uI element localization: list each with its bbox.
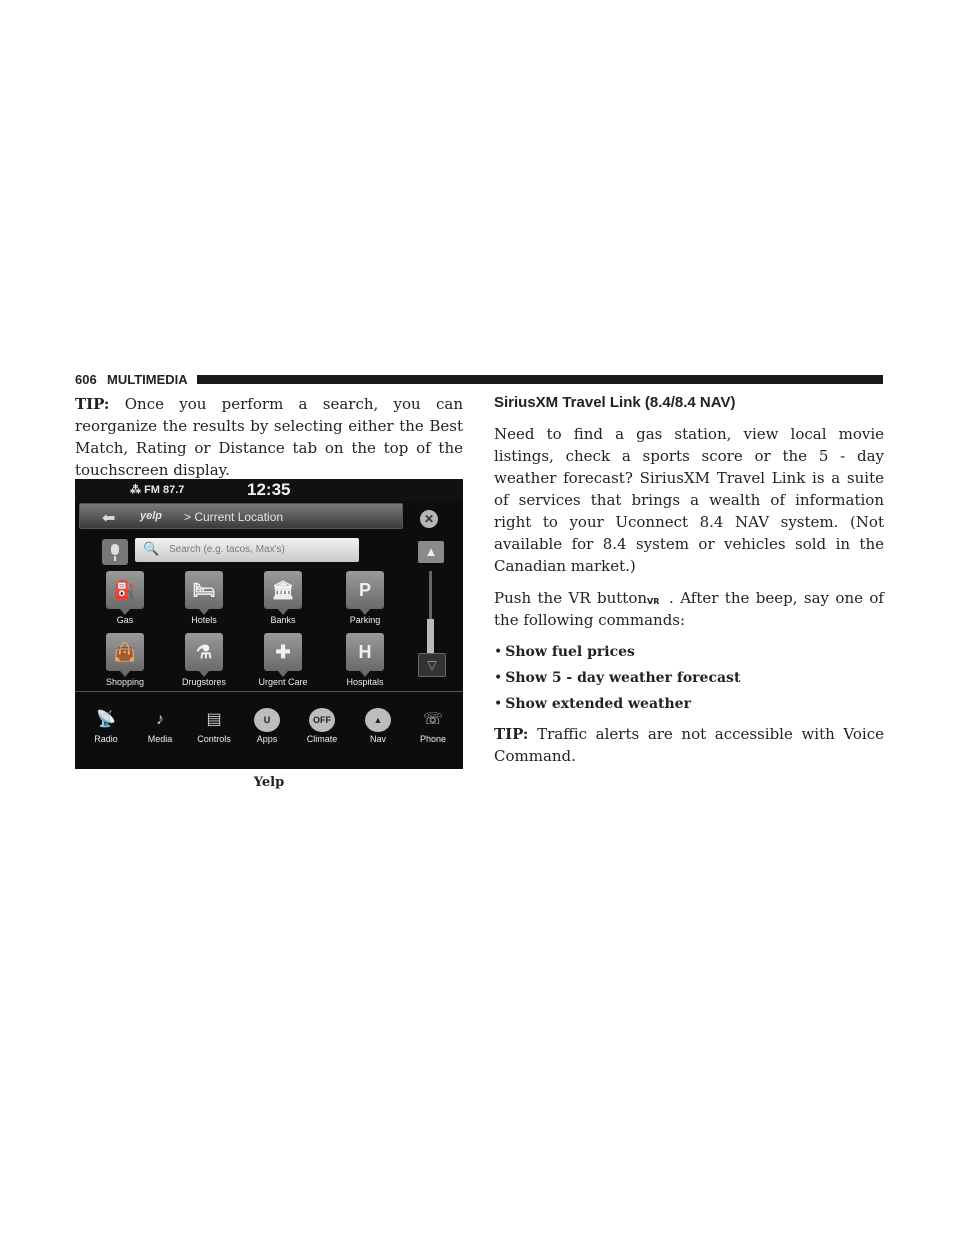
category-label: Gas [116,615,134,625]
list-item: • Show extended weather [494,696,691,712]
parking-icon: P [346,571,384,609]
category-label: Shopping [105,677,145,687]
page-header [75,372,883,388]
figure-caption: Yelp [253,775,285,790]
bank-icon: 🏛 [264,571,302,609]
category-shopping[interactable] [90,633,160,687]
scroll-up-button[interactable]: ▲ [418,541,444,563]
category-urgent-care[interactable] [248,633,318,687]
controls-icon: ▤ [206,711,222,728]
category-label: Drugstores [181,677,226,687]
back-arrow-icon[interactable]: ⬅ [102,510,116,527]
search-input[interactable] [135,538,359,562]
category-drugstores[interactable] [169,633,239,687]
dock-label: Apps [256,734,278,744]
dock-nav[interactable] [355,708,401,744]
shopping-bag-icon: 👜 [106,633,144,671]
list-item: • Show fuel prices [494,644,635,660]
command-text: Show fuel prices [505,644,635,660]
command-text: Show extended weather [505,696,691,712]
hospital-icon: H [346,633,384,671]
search-placeholder: Search (e.g. tacos, Max's) [169,544,285,555]
dock-controls[interactable] [191,708,237,744]
category-label: Urgent Care [258,677,308,687]
command-text: Show 5 - day weather forecast [505,670,741,686]
tip-label: TIP: [494,725,529,743]
medical-cross-icon: ✚ [264,633,302,671]
dock-phone[interactable] [410,708,456,744]
header-rule [197,375,883,384]
right-column [494,393,884,767]
close-icon[interactable]: ✕ [420,510,438,528]
category-label: Parking [349,615,381,625]
category-gas[interactable] [90,571,160,625]
tip-label: TIP: [75,395,110,413]
antenna-icon: 📡 [96,711,116,728]
climate-off-icon: OFF [309,708,335,732]
intro-paragraph: Need to find a gas station, view local movie listings, check a sports score or the 5 - day weather forecast? SiriusXM Travel Link is a suite of services that brings a wealth of information right to your Uconnect 8.4 NAV system. (Not available for 8.4 system or vehicles sold in the Canadian market.) [494,425,884,575]
left-column [75,393,463,481]
list-item: • Show 5 - day weather forecast [494,670,741,686]
uconnect-apps-icon: U [254,708,280,732]
dock-climate[interactable] [299,708,345,744]
dock-label: Media [147,734,173,744]
yelp-logo: yelp [140,510,163,522]
current-location[interactable]: > Current Location [184,510,284,524]
dock-label: Nav [369,734,386,744]
command-list [494,639,884,717]
tip-text: Once you perform a search, you can reorganize the results by selecting either the Best Match, Rating or Distance tab on the top of the touchscreen display. [75,395,463,479]
tip-paragraph [75,393,463,481]
voice-recognition-icon: VR [647,597,660,606]
category-label: Hospitals [346,677,384,687]
location-bar [79,503,403,529]
section-title: MULTIMEDIA [107,372,188,387]
dock-apps[interactable] [244,708,290,744]
phone-keypad-icon: ☏ [422,711,443,728]
dock-label: Radio [94,734,118,744]
category-hotels[interactable] [169,571,239,625]
clock: 12:35 [247,480,291,499]
dock-divider [75,691,463,692]
dock-radio[interactable] [83,708,129,744]
dock-label: Climate [306,734,338,744]
microphone-icon[interactable] [102,539,128,565]
scrollbar-thumb[interactable] [427,619,434,654]
dock-media[interactable] [137,708,183,744]
scroll-down-button[interactable]: ▽ [418,653,446,677]
vr-instruction-before: Push the VR button [494,589,648,607]
vr-instruction-after: . After the beep, say one of the following commands: [494,589,884,629]
compass-icon: ▲ [365,708,391,732]
music-note-icon: ♪ [156,711,164,728]
search-icon: 🔍 [143,541,160,556]
dock-label: Phone [419,734,447,744]
vr-instruction-paragraph [494,587,884,631]
radio-station: ⁂ FM 87.7 [130,484,185,496]
radio-station-label: FM 87.7 [144,484,185,496]
page-number: 606 [75,372,97,387]
category-label: Hotels [191,615,217,625]
tip-paragraph-right [494,723,884,767]
fuel-pump-icon: ⛽ [106,571,144,609]
tip-text: Traffic alerts are not accessible with Voice Command. [494,725,884,765]
status-bar [75,479,463,501]
medicine-bottle-icon: ⚗ [185,633,223,671]
category-hospitals[interactable] [330,633,400,687]
category-parking[interactable] [330,571,400,625]
category-label: Banks [270,615,296,625]
bed-icon: 🛏 [185,571,223,609]
yelp-screen-figure [75,479,463,769]
category-banks[interactable] [248,571,318,625]
dock-label: Controls [197,734,231,744]
section-heading: SiriusXM Travel Link (8.4/8.4 NAV) [494,394,736,411]
